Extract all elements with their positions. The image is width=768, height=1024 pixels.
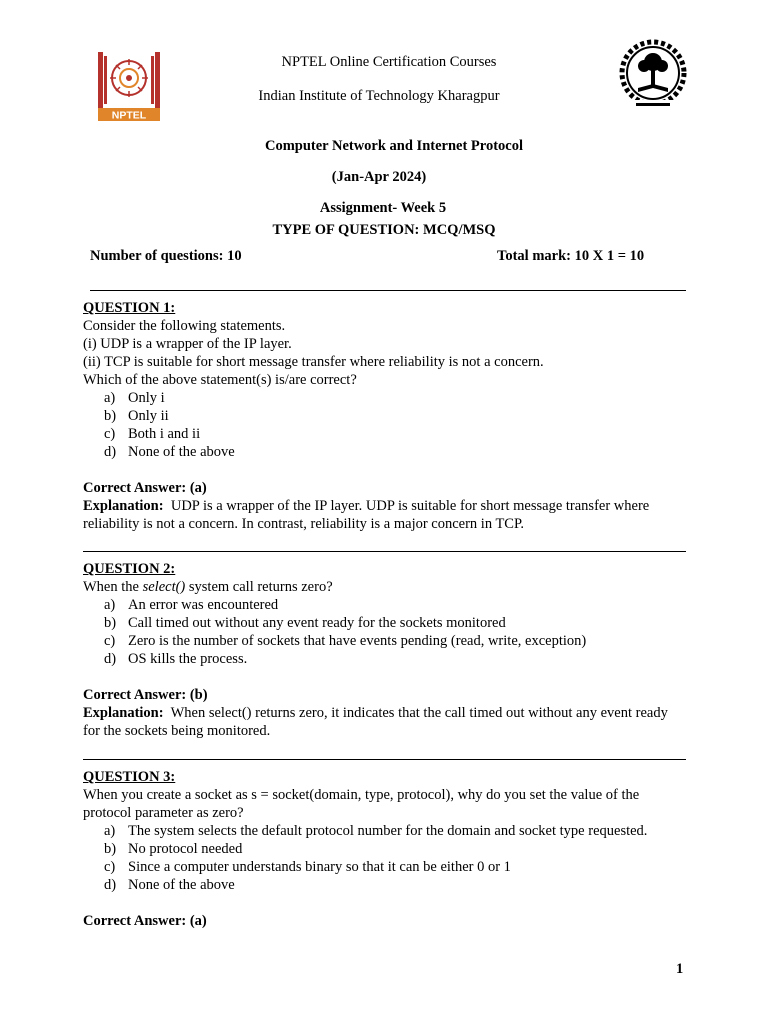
option-item: a) An error was encountered xyxy=(104,597,279,613)
option-item: b) No protocol needed xyxy=(104,841,243,857)
question-type: TYPE OF QUESTION: MCQ/MSQ xyxy=(272,222,496,238)
question-title: QUESTION 1: xyxy=(83,300,176,316)
question-stem-line: (ii) TCP is suitable for short message transfer where reliability is not a concern. xyxy=(83,354,544,370)
option-item: a) The system selects the default protocol number for the domain and socket type requested. xyxy=(104,823,648,839)
option-item: d) None of the above xyxy=(104,877,235,893)
option-item: c) Both i and ii xyxy=(104,426,201,442)
question-1 xyxy=(83,299,683,533)
options-list xyxy=(83,822,683,894)
option-item: d) None of the above xyxy=(104,444,235,460)
course-term: (Jan-Apr 2024) xyxy=(331,169,427,185)
question-title: QUESTION 2: xyxy=(83,561,176,577)
nptel-logo-text: NPTEL xyxy=(111,109,147,122)
number-of-questions: Number of questions: 10 xyxy=(90,248,242,264)
header-org-line1: NPTEL Online Certification Courses xyxy=(281,54,497,70)
options-list xyxy=(83,389,683,461)
divider xyxy=(90,290,686,291)
option-item: c) Zero is the number of sockets that have events pending (read, write, exception) xyxy=(104,633,587,649)
correct-answer: Correct Answer: (a) xyxy=(83,913,207,929)
question-stem-line: Consider the following statements. xyxy=(83,318,286,334)
explanation: Explanation: UDP is a wrapper of the IP layer. UDP is suitable for short message transfer where reliability is not a concern. In contrast, reliability is a major concern in TCP. xyxy=(83,498,650,532)
option-item: b) Call timed out without any event ready for the sockets monitored xyxy=(104,615,506,631)
option-item: c) Since a computer understands binary so that it can be either 0 or 1 xyxy=(104,859,511,875)
options-list xyxy=(83,596,683,668)
question-2 xyxy=(83,560,683,740)
question-stem: When the select() system call returns zero? xyxy=(83,579,333,595)
total-mark: Total mark: 10 X 1 = 10 xyxy=(497,248,645,264)
assignment-title: Assignment- Week 5 xyxy=(319,200,447,216)
question-stem: When you create a socket as s = socket(domain, type, protocol), why do you set the value of the protocol parameter as zero? xyxy=(83,787,640,821)
correct-answer: Correct Answer: (b) xyxy=(83,687,208,703)
explanation: Explanation: When select() returns zero, it indicates that the call timed out without any event ready for the sockets being monitored. xyxy=(83,705,668,739)
question-stem-line: Which of the above statement(s) is/are correct? xyxy=(83,372,357,388)
page-number: 1 xyxy=(676,961,684,977)
correct-answer: Correct Answer: (a) xyxy=(83,480,207,496)
option-item: a) Only i xyxy=(104,390,165,406)
question-3 xyxy=(83,768,683,930)
question-stem-line: (i) UDP is a wrapper of the IP layer. xyxy=(83,336,292,352)
header-org-line2: Indian Institute of Technology Kharagpur xyxy=(258,88,500,104)
question-title: QUESTION 3: xyxy=(83,769,176,785)
option-item: b) Only ii xyxy=(104,408,169,424)
course-title: Computer Network and Internet Protocol xyxy=(264,138,523,154)
option-item: d) OS kills the process. xyxy=(104,651,248,667)
divider xyxy=(83,551,686,552)
divider xyxy=(83,759,686,760)
iit-kharagpur-logo xyxy=(618,38,688,118)
